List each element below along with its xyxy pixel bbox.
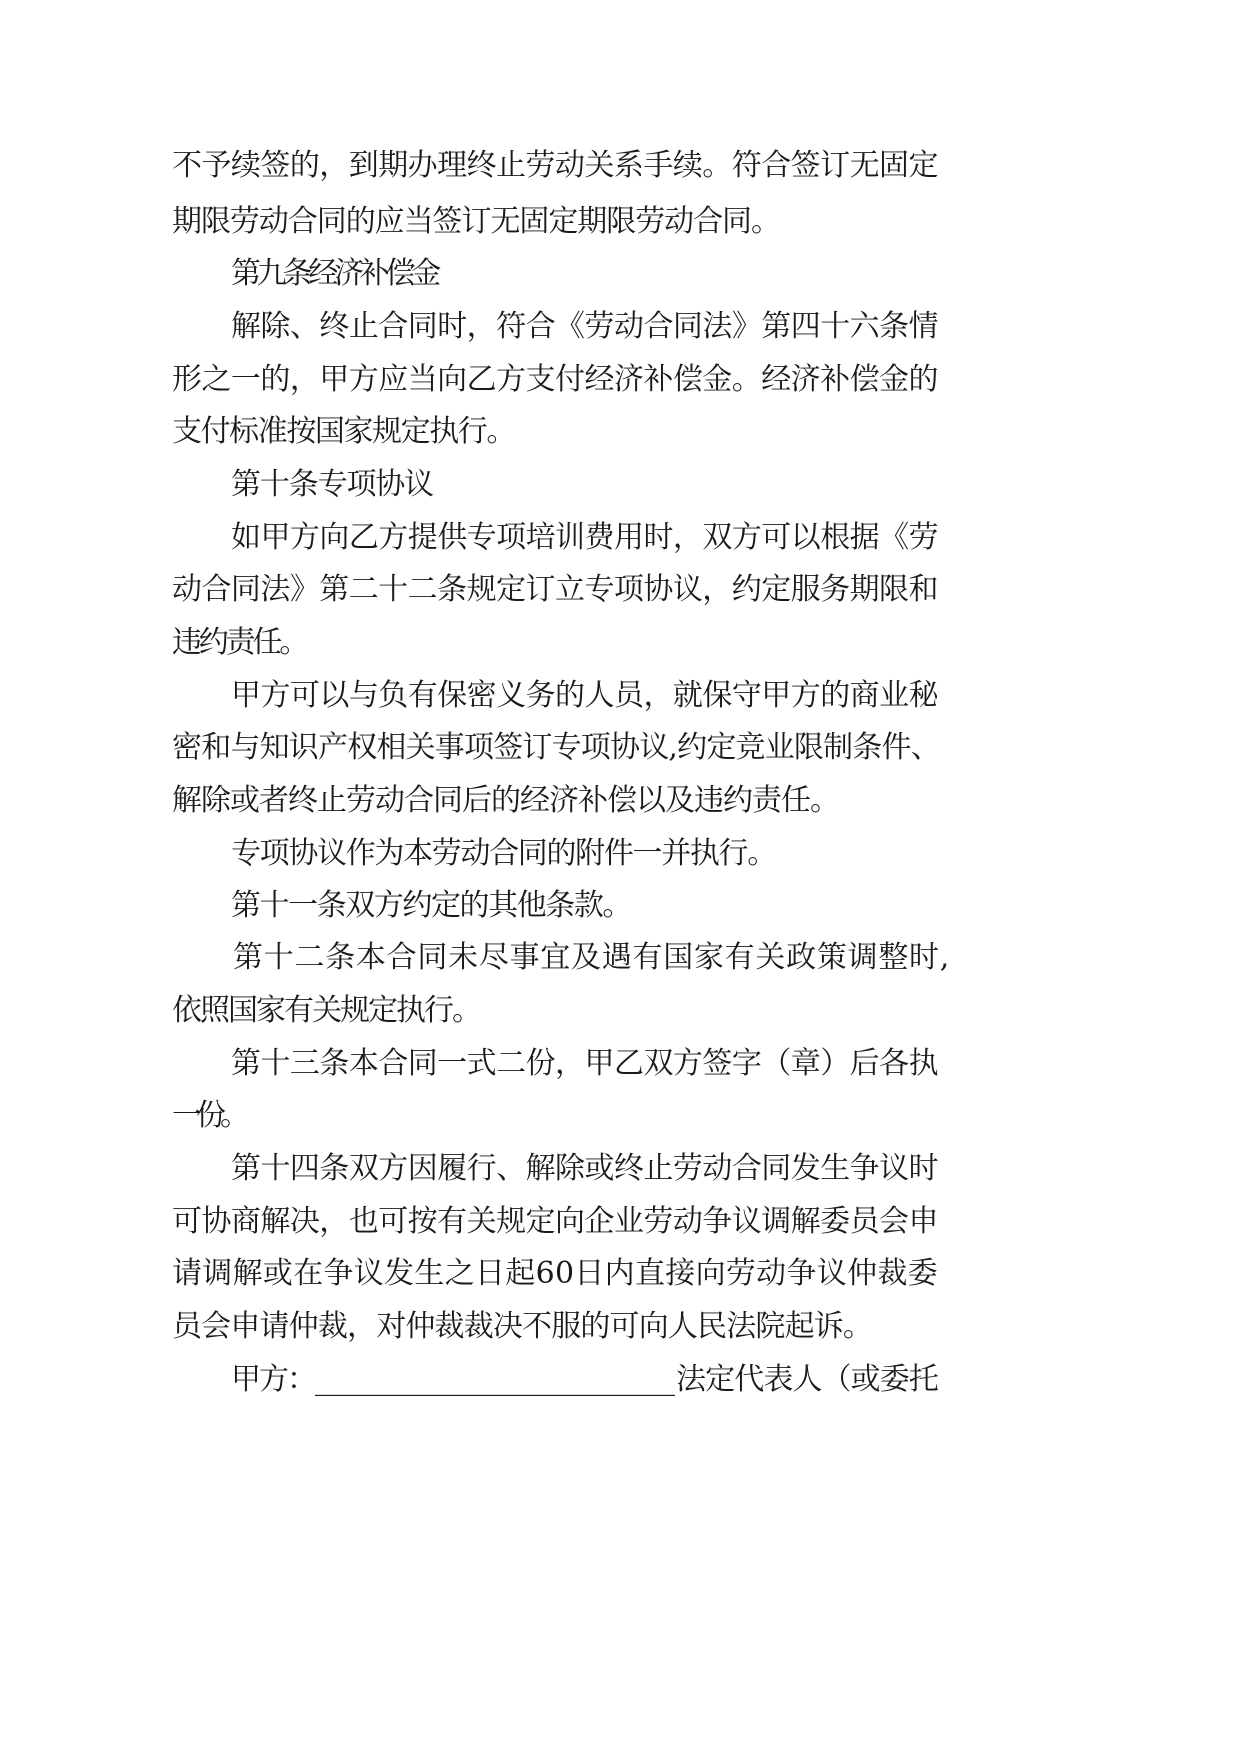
text-line <box>0 824 1241 884</box>
text-line <box>0 136 1241 196</box>
line-text: 专项协议作为本劳动合同的附件一并执行。 <box>231 836 776 871</box>
text-line <box>0 666 1241 726</box>
text-line <box>0 718 1241 778</box>
party-a-label: 甲方： <box>231 1362 315 1397</box>
line-text: 解除或者终止劳动合同后的经济补偿以及违约责任。 <box>172 783 839 818</box>
line-text: 可协商解决，也可按有关规定向企业劳动争议调解委员会申 <box>172 1204 938 1239</box>
section-heading: 第十条专项协议 <box>231 467 434 502</box>
line-text: 一份。 <box>172 1098 244 1133</box>
text-line <box>0 1086 1241 1146</box>
line-text: 第十二条本合同未尽事宜及遇有国家有关政策调整时, <box>233 940 951 975</box>
text-line <box>0 876 1241 936</box>
line-text: 第十四条双方因履行、解除或终止劳动合同发生争议时 <box>231 1151 939 1186</box>
text-line <box>0 350 1241 410</box>
line-text: 不予续签的，到期办理终止劳动关系手续。符合签订无固定 <box>172 148 938 183</box>
line-text: 甲方可以与负有保密义务的人员，就保守甲方的商业秘 <box>231 678 939 713</box>
line-text: 员会申请仲裁，对仲裁裁决不服的可向人民法院起诉。 <box>172 1309 873 1344</box>
text-line <box>0 560 1241 620</box>
line-text: 动合同法》第二十二条规定订立专项协议，约定服务期限和 <box>172 572 938 607</box>
party-a-blank: ________________________ <box>315 1362 675 1397</box>
line-text: 解除、终止合同时，符合《劳动合同法》第四十六条情 <box>231 309 939 344</box>
text-line <box>0 244 1241 304</box>
signature-line <box>0 1350 1241 1410</box>
text-line <box>0 771 1241 831</box>
text-line <box>0 508 1241 568</box>
text-line <box>0 1034 1241 1094</box>
text-line <box>0 192 1241 252</box>
text-line <box>0 1192 1241 1252</box>
legal-representative-label: 法定代表人（或委托 <box>676 1362 938 1397</box>
line-text: 期限劳动合同的应当签订无固定期限劳动合同。 <box>172 204 780 239</box>
line-text: 如甲方向乙方提供专项培训费用时，双方可以根据《劳 <box>231 520 939 555</box>
section-heading: 第十一条双方约定的其他条款。 <box>231 888 631 923</box>
line-text: 密和与知识产权相关事项签订专项协议,约定竞业限制条件、 <box>172 730 940 765</box>
text-line <box>0 297 1241 357</box>
line-text: 违约责任。 <box>172 625 306 660</box>
text-line <box>0 928 1241 988</box>
text-line <box>0 402 1241 462</box>
text-line <box>0 1244 1241 1304</box>
line-text: 形之一的，甲方应当向乙方支付经济补偿金。经济补偿金的 <box>172 362 938 397</box>
text-line <box>0 1297 1241 1357</box>
line-text: 请调解或在争议发生之日起60日内直接向劳动争议仲裁委 <box>172 1256 938 1291</box>
text-line <box>0 455 1241 515</box>
line-text: 依照国家有关规定执行。 <box>172 993 480 1028</box>
line-text: 第十三条本合同一式二份，甲乙双方签字（章）后各执 <box>231 1046 939 1081</box>
section-heading: 第九条经济补偿金 <box>231 256 437 291</box>
text-line <box>0 613 1241 673</box>
line-text: 支付标准按国家规定执行。 <box>172 414 515 449</box>
text-line <box>0 1139 1241 1199</box>
text-line <box>0 981 1241 1041</box>
